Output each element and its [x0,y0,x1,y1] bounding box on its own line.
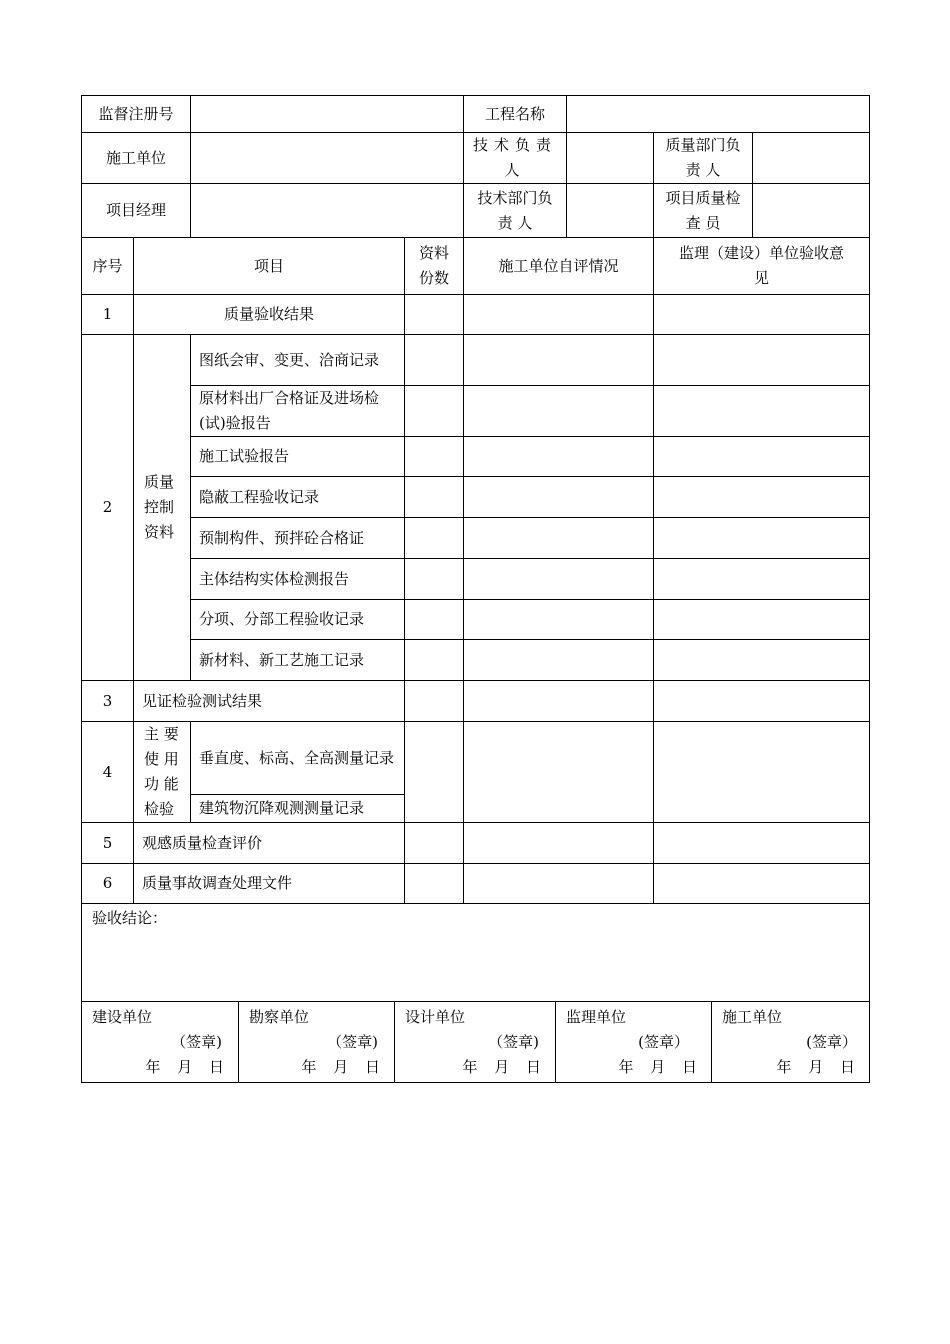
tech-dept-leader-field[interactable] [567,184,654,238]
signature-seal: (签章） [806,1033,857,1051]
copies-cell[interactable] [405,681,464,722]
row-seq: 6 [82,864,134,904]
signature-block-construction[interactable] [712,1002,870,1083]
table-row [82,600,870,640]
copies-cell[interactable] [405,722,464,823]
self-eval-cell[interactable] [464,823,654,864]
copies-cell[interactable] [405,518,464,559]
supervisor-cell[interactable] [654,864,870,904]
row-seq: 2 [82,335,134,681]
supervisor-cell[interactable] [654,823,870,864]
row-group-label: 主 要使 用功 能检验 [134,722,191,823]
row-group-label: 质量控制资料 [134,335,191,681]
project-quality-inspector-label: 项目质量检 查 员 [654,184,753,238]
quality-dept-leader-label: 质量部门负 责 人 [654,133,753,184]
signature-block-survey[interactable] [239,1002,395,1083]
self-eval-cell[interactable] [464,437,654,477]
signature-unit: 勘察单位 [249,1008,310,1026]
header-row-2 [82,133,870,184]
row-item: 预制构件、预拌砼合格证 [191,518,405,559]
signature-date: 年 月 日 [145,1058,230,1076]
row-item: 施工试验报告 [191,437,405,477]
copies-cell[interactable] [405,864,464,904]
quality-dept-leader-field[interactable] [753,133,870,184]
signature-block-supervision[interactable] [556,1002,712,1083]
row-item: 质量事故调查处理文件 [134,864,405,904]
row-item: 建筑物沉降观测测量记录 [191,795,405,823]
signature-seal: （签章) [327,1033,378,1051]
self-eval-cell[interactable] [464,335,654,386]
table-row [82,518,870,559]
signature-seal: （签章) [488,1033,539,1051]
table-row [82,559,870,600]
conclusion-row [82,904,870,1002]
conclusion-cell[interactable] [82,904,870,1002]
self-eval-cell[interactable] [464,681,654,722]
signature-block-design[interactable] [395,1002,556,1083]
table-row [82,722,870,795]
supervisor-cell[interactable] [654,477,870,518]
tech-leader-field[interactable] [567,133,654,184]
supervisor-cell[interactable] [654,600,870,640]
supervisor-cell[interactable] [654,386,870,437]
table-row [82,477,870,518]
col-copies-header: 资料份数 [405,238,464,295]
row-seq: 1 [82,295,134,335]
row-item: 图纸会审、变更、洽商记录 [191,335,405,386]
column-header-row [82,238,870,295]
signature-seal: (签章） [638,1033,689,1051]
supervisor-cell[interactable] [654,335,870,386]
row-seq: 3 [82,681,134,722]
table-row [82,864,870,904]
header-row-3 [82,184,870,238]
row-item: 观感质量检查评价 [134,823,405,864]
signature-unit: 建设单位 [92,1008,153,1026]
signature-table [81,1001,870,1083]
row-item: 见证检验测试结果 [134,681,405,722]
conclusion-label: 验收结论： [92,909,168,927]
header-row-1 [82,96,870,133]
table-row [82,295,870,335]
construction-unit-field[interactable] [191,133,464,184]
col-supervisor-header: 监理（建设）单位验收意见 [654,238,870,295]
table-row [82,437,870,477]
row-item: 新材料、新工艺施工记录 [191,640,405,681]
signature-date: 年 月 日 [462,1058,547,1076]
supervisor-cell[interactable] [654,681,870,722]
self-eval-cell[interactable] [464,477,654,518]
project-quality-inspector-field[interactable] [753,184,870,238]
signature-unit: 设计单位 [405,1008,466,1026]
supervisor-cell[interactable] [654,559,870,600]
row-item: 主体结构实体检测报告 [191,559,405,600]
col-self-eval-header: 施工单位自评情况 [464,238,654,295]
signature-seal: （签章) [171,1033,222,1051]
copies-cell[interactable] [405,335,464,386]
copies-cell[interactable] [405,437,464,477]
row-seq: 5 [82,823,134,864]
main-table [81,95,870,1002]
reg-no-field[interactable] [191,96,464,133]
self-eval-cell[interactable] [464,640,654,681]
table-row [82,681,870,722]
row-item: 隐蔽工程验收记录 [191,477,405,518]
signature-block-construction-owner[interactable] [82,1002,239,1083]
col-item-header: 项目 [134,238,405,295]
construction-unit-label: 施工单位 [82,133,191,184]
self-eval-cell[interactable] [464,295,654,335]
project-name-label: 工程名称 [464,96,567,133]
tech-dept-leader-label: 技术部门负 责 人 [464,184,567,238]
copies-cell[interactable] [405,386,464,437]
supervisor-cell[interactable] [654,518,870,559]
col-seq-header: 序号 [82,238,134,295]
copies-cell[interactable] [405,295,464,335]
supervisor-cell[interactable] [654,295,870,335]
signature-date: 年 月 日 [776,1058,861,1076]
project-name-field[interactable] [567,96,870,133]
row-item: 垂直度、标高、全高测量记录 [191,722,405,795]
acceptance-form [81,95,869,1083]
signature-date: 年 月 日 [301,1058,386,1076]
copies-cell[interactable] [405,823,464,864]
project-manager-field[interactable] [191,184,464,238]
reg-no-label: 监督注册号 [82,96,191,133]
table-row [82,335,870,386]
row-item: 质量验收结果 [134,295,405,335]
table-row [82,640,870,681]
project-manager-label: 项目经理 [82,184,191,238]
signature-unit: 施工单位 [722,1008,783,1026]
copies-cell[interactable] [405,477,464,518]
signature-unit: 监理单位 [566,1008,627,1026]
table-row [82,386,870,437]
supervisor-cell[interactable] [654,640,870,681]
self-eval-cell[interactable] [464,386,654,437]
supervisor-cell[interactable] [654,437,870,477]
self-eval-cell[interactable] [464,864,654,904]
copies-cell[interactable] [405,600,464,640]
row-item: 原材料出厂合格证及进场检(试)验报告 [191,386,405,437]
row-item: 分项、分部工程验收记录 [191,600,405,640]
tech-leader-label: 技术负责人 [464,133,567,184]
self-eval-cell[interactable] [464,722,654,823]
row-seq: 4 [82,722,134,823]
signature-date: 年 月 日 [618,1058,703,1076]
signature-row [82,1002,870,1083]
self-eval-cell[interactable] [464,518,654,559]
table-row [82,823,870,864]
self-eval-cell[interactable] [464,559,654,600]
self-eval-cell[interactable] [464,600,654,640]
copies-cell[interactable] [405,640,464,681]
copies-cell[interactable] [405,559,464,600]
supervisor-cell[interactable] [654,722,870,823]
